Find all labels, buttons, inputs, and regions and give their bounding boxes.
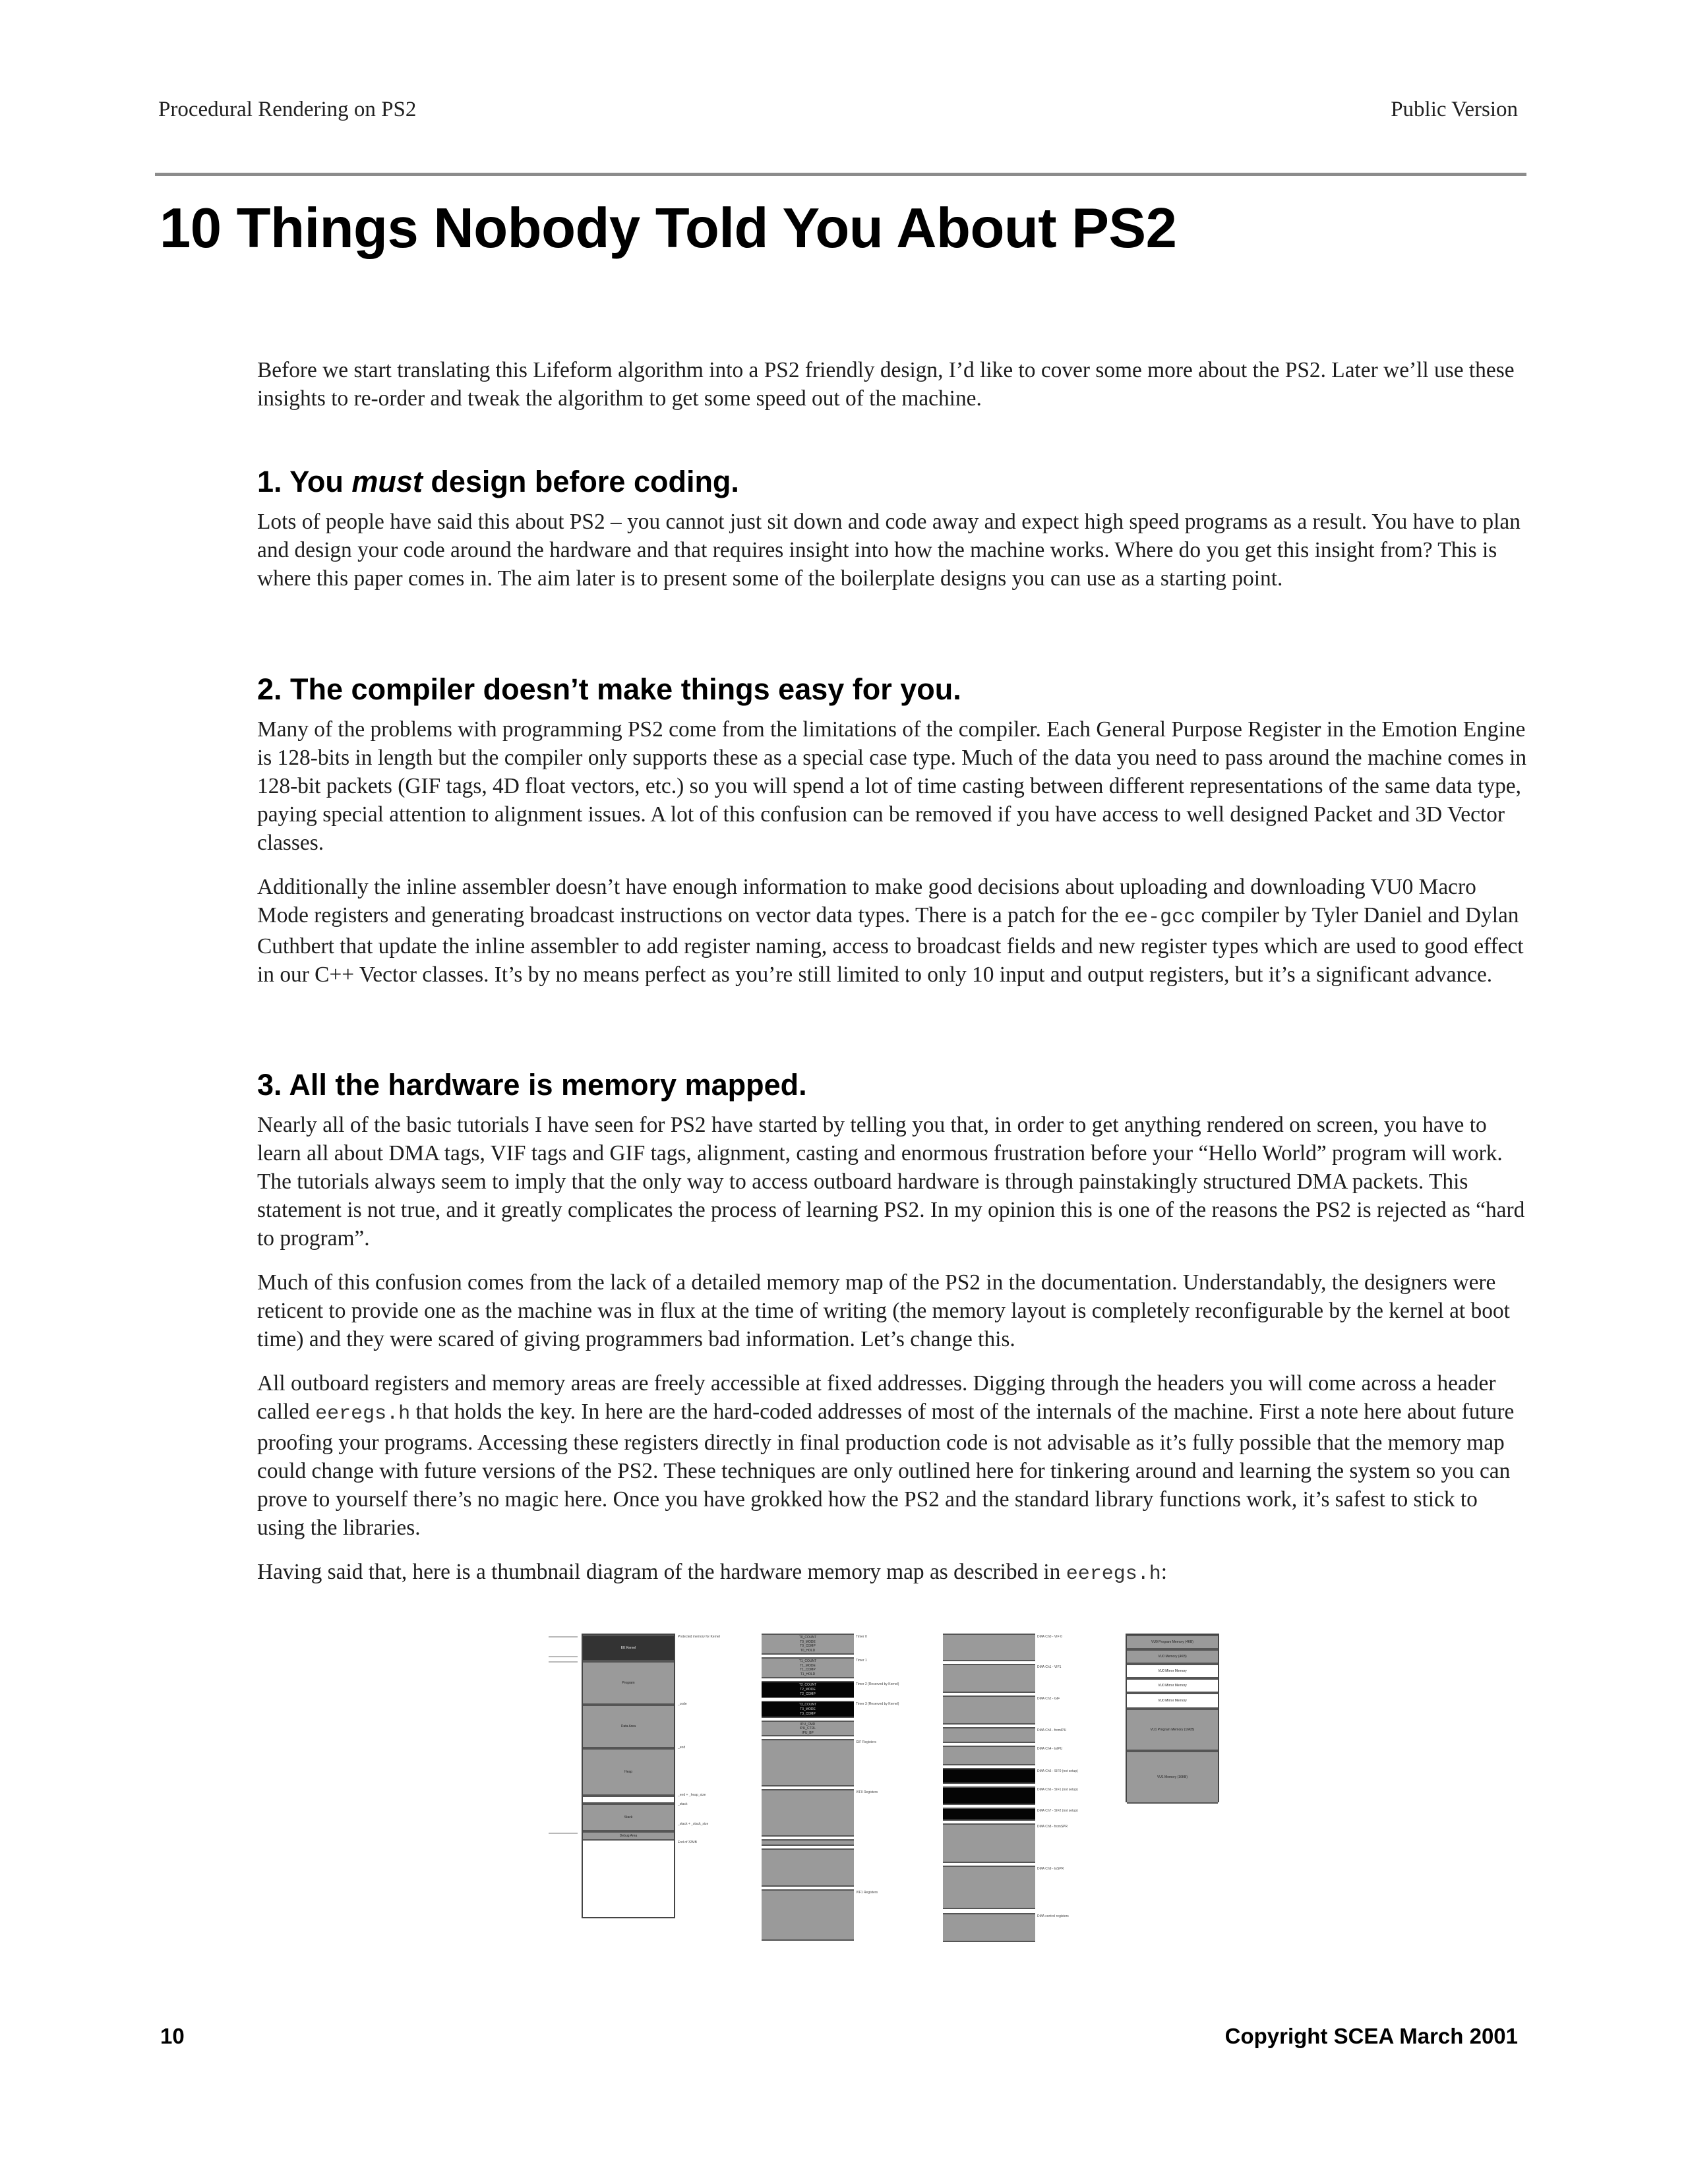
paragraph: [257, 1558, 1530, 1589]
inline-code: eeregs.h: [1066, 1563, 1161, 1585]
running-head-version: Public Version: [1391, 98, 1518, 121]
dma-channels-box: [943, 1634, 1035, 1942]
copyright-notice: Copyright SCEA March 2001: [1224, 2024, 1518, 2048]
mm-tag: Timer 1: [856, 1659, 867, 1663]
register: T2_COUNT: [799, 1683, 817, 1687]
mm-tag: _code: [678, 1702, 687, 1706]
paragraph-text: Having said that, here is a thumbnail diagram of the hardware memory map as described in: [257, 1560, 1066, 1584]
register: T3_MODE: [800, 1707, 816, 1711]
inline-code: eeregs.h: [315, 1403, 411, 1425]
register: T3_COMP: [800, 1712, 816, 1716]
timers-gif-vif-column: [732, 1634, 910, 1943]
mm-tag: DMA Ch3 - fromIPU: [1037, 1728, 1067, 1732]
paragraph-text: that holds the key. In here are the hard-coded addresses of most of the internals of the machine. First a note here about future proofing your programs. Accessing these registers directly in final production code is not advisable as it’s fully possible that the memory map could change with future versions of the PS2. These techniques are only outlined here for tinkering around and learning the system so you can prove to yourself there’s no magic here. Once you have grokked how the PS2 and the standard library functions work, it’s safest to stick to using the libraries.: [257, 1400, 1515, 1540]
chapter-title: 10 Things Nobody Told You About PS2: [160, 197, 1177, 260]
address-label: [549, 1636, 578, 1638]
mm-block-dma-ch0: [943, 1634, 1035, 1661]
vu-memory-column: [1098, 1634, 1250, 1805]
mm-block-timer0: [762, 1634, 854, 1655]
mm-tag: DMA Ch6 - SIF1 (not setup): [1037, 1788, 1078, 1792]
paragraph: Many of the problems with programming PS2 come from the limitations of the compiler. Each General Purpose Register in the Emotion Engine is 128-bits in length but the compiler only supports these as a special case type. Much of the data you need to pass around the machine comes in 128-bit packets (GIF tags, 4D float vectors, etc.) so you will spend a lot of time casting between different representations of the same data type, paying special attention to alignment issues. A lot of this confusion can be removed if you have access to well designed Packet and 3D Vector classes.: [257, 717, 1527, 855]
mm-block-dma-ch1: [943, 1664, 1035, 1693]
mm-tag: _stack: [678, 1802, 688, 1806]
mm-tag: DMA control registers: [1037, 1914, 1069, 1918]
mm-tag: _stack + _stack_size: [678, 1822, 709, 1826]
section-heading-2: 2. The compiler doesn’t make things easy for you.: [257, 672, 961, 706]
mm-block-dma-ctrl: [943, 1913, 1035, 1942]
mm-block-vu0-memory: VU0 Memory (4KB): [1127, 1649, 1218, 1664]
inline-code: ee-gcc: [1124, 906, 1196, 929]
heading-text: design before coding.: [422, 465, 739, 498]
mm-block-vu1-program: VU1 Program Memory (16KB): [1127, 1709, 1218, 1751]
main-ram-box: [582, 1634, 675, 1918]
mm-block-gif: [762, 1739, 854, 1786]
mm-tag: DMA Ch4 - toIPU: [1037, 1747, 1063, 1751]
mm-block-debug: Debug Area: [583, 1831, 674, 1841]
mm-block-vu0-mirror: VU0 Mirror Memory: [1127, 1664, 1218, 1678]
mm-block-vu0-program: VU0 Program Memory (4KB): [1127, 1635, 1218, 1649]
timers-gif-vif-box: [762, 1634, 854, 1942]
section-3-body: [257, 1111, 1530, 1589]
mm-tag: Timer 2 (Reserved by Kernel): [856, 1682, 899, 1686]
register: IPU_CMD: [800, 1722, 816, 1727]
register: T1_COUNT: [799, 1659, 817, 1663]
section-heading-1: [257, 465, 739, 499]
mm-block-vu0-mirror: VU0 Mirror Memory: [1127, 1678, 1218, 1693]
mm-block-vif0: [762, 1789, 854, 1837]
register: IPU_CTRL: [799, 1727, 816, 1730]
mm-block-vu1-memory: VU1 Memory (16KB): [1127, 1751, 1218, 1804]
register: T0_MODE: [800, 1639, 816, 1644]
mm-tag: DMA Ch0 - VIF 0: [1037, 1635, 1062, 1639]
register: T0_COUNT: [799, 1635, 817, 1639]
mm-tag: DMA Ch8 - fromSPR: [1037, 1825, 1068, 1829]
running-head-title: Procedural Rendering on PS2: [158, 98, 417, 121]
mm-block-dma-ch7: [943, 1808, 1035, 1821]
register: T2_MODE: [800, 1688, 816, 1692]
section-2-body: [257, 715, 1530, 989]
paragraph: Lots of people have said this about PS2 – you cannot just sit down and code away and expect high speed programs as a result. You have to plan and design your code around the hardware and that requires insight into how the machine works. Where do you get this insight from? This is where this paper comes in. The aim later is to present some of the boilerplate designs you can use as a starting point.: [257, 510, 1521, 591]
mm-block-timer1: [762, 1657, 854, 1678]
mm-tag: VIF0 Registers: [856, 1790, 878, 1794]
register: IPU_BP: [802, 1730, 814, 1735]
page-number: 10: [160, 2024, 185, 2048]
mm-tag: DMA Ch9 - toSPR: [1037, 1867, 1064, 1871]
mm-block-dma-ch4: [943, 1746, 1035, 1765]
header-rule: [155, 173, 1526, 176]
heading-emphasis: must: [351, 465, 423, 498]
mm-tag: Timer 0: [856, 1635, 867, 1639]
address-label: [549, 1833, 578, 1834]
intro-text: Before we start translating this Lifeform algorithm into a PS2 friendly design, I’d like to cover some more about the PS2. Later we’ll use these insights to re-order and tweak the algorithm to get some speed out of the machine.: [257, 358, 1515, 411]
mm-tag: GIF Registers: [856, 1740, 876, 1744]
register: T0_COMP: [800, 1644, 816, 1649]
mm-tag: VIF1 Registers: [856, 1891, 878, 1895]
main-ram-column: [541, 1634, 720, 1917]
mm-block-timer3: [762, 1701, 854, 1718]
mm-tag: DMA Ch1 - VIF1: [1037, 1665, 1062, 1669]
mm-tag: End of 32MB: [678, 1841, 697, 1845]
intro-paragraph: [257, 356, 1530, 413]
register: T3_COUNT: [799, 1703, 817, 1707]
mm-block-data: Data Area: [583, 1705, 674, 1748]
mm-block-stack: Stack: [583, 1804, 674, 1831]
mm-block-program: Program: [583, 1661, 674, 1705]
mm-block-dma-ch9: [943, 1866, 1035, 1909]
mm-block-timer2: [762, 1681, 854, 1698]
address-label: [549, 1661, 578, 1663]
paragraph: Much of this confusion comes from the lack of a detailed memory map of the PS2 in the documentation. Understandably, the designers were reticent to provide one as the machine was in flux at the time of writing (the memory layout is completely reconfigurable by the kernel at boot time) and they were scared of giving programmers bad information. Let’s change this.: [257, 1270, 1510, 1351]
vu-memory-box: [1126, 1634, 1219, 1802]
register: T0_HOLD: [800, 1649, 816, 1653]
section-1-body: [257, 508, 1530, 593]
section-heading-3: 3. All the hardware is memory mapped.: [257, 1068, 807, 1102]
mm-block-dma-ch6: [943, 1786, 1035, 1805]
mm-tag: _end: [678, 1746, 686, 1750]
mm-tag: DMA Ch5 - SIF0 (not setup): [1037, 1769, 1078, 1773]
heading-text: 1. You: [257, 465, 352, 498]
mm-tag: _end + _heap_size: [678, 1793, 706, 1797]
mm-block-vif0-rows: [762, 1848, 854, 1887]
mm-tag: Timer 3 (Reserved by Kernel): [856, 1702, 899, 1706]
address-label: [549, 1656, 578, 1657]
mm-block-dma-ch8: [943, 1823, 1035, 1863]
mm-block-dma-ch3: [943, 1727, 1035, 1743]
paragraph: [257, 873, 1530, 989]
mm-tag: Protected memory for Kernel: [678, 1635, 720, 1639]
register: T1_HOLD: [800, 1672, 816, 1677]
memory-map-diagram: [541, 1622, 1253, 1951]
mm-block-vu0-mirror: VU0 Mirror Memory: [1127, 1693, 1218, 1709]
paragraph: Nearly all of the basic tutorials I have seen for PS2 have started by telling you that, in order to get anything rendered on screen, you have to learn all about DMA tags, VIF tags and GIF tags, alignment, casting and enormous frustration before your “Hello World” program will work. The tutorials always seem to imply that the only way to access outboard hardware is through painstakingly structured DMA packets. This statement is not true, and it greatly complicates the process of learning PS2. In my opinion this is one of the reasons the PS2 is rejected as “hard to program”.: [257, 1113, 1525, 1251]
mm-block-vif0-itop: [762, 1839, 854, 1846]
paragraph-text: compiler by Tyler Daniel and Dylan Cuthbert that update the inline assembler to add register naming, access to broadcast fields and new register types which are used to good effect in our C++ Vector classes. It’s by no means perfect as you’re still limited to only 10 input and output registers, but it’s a significant advance.: [257, 903, 1524, 987]
register: T1_MODE: [800, 1663, 816, 1668]
paragraph-text: :: [1160, 1560, 1168, 1584]
mm-block-heap: Heap: [583, 1748, 674, 1796]
dma-channels-column: [913, 1634, 1091, 1943]
mm-block-vif1: [762, 1889, 854, 1941]
mm-block-ipu: [762, 1721, 854, 1736]
mm-tag: DMA Ch2 - GIF: [1037, 1697, 1060, 1701]
paragraph-text: Additionally the inline assembler doesn’t have enough information to make good decisions about uploading and downloading VU0 Macro Mode registers and generating broadcast instructions on vector data types. There is a patch for the: [257, 875, 1476, 928]
mm-tag: DMA Ch7 - SIF2 (not setup): [1037, 1809, 1078, 1813]
paragraph-text: All outboard registers and memory areas are freely accessible at fixed addresses. Digging through the headers you will come across a header called: [257, 1371, 1496, 1424]
mm-block-kernel: EE Kernel: [583, 1635, 674, 1661]
paragraph: [257, 1369, 1530, 1542]
register: T2_COMP: [800, 1692, 816, 1696]
mm-block-gap: [583, 1796, 674, 1804]
mm-block-dma-ch2: [943, 1696, 1035, 1725]
mm-block-dma-ch5: [943, 1768, 1035, 1784]
register: T1_COMP: [800, 1668, 816, 1672]
